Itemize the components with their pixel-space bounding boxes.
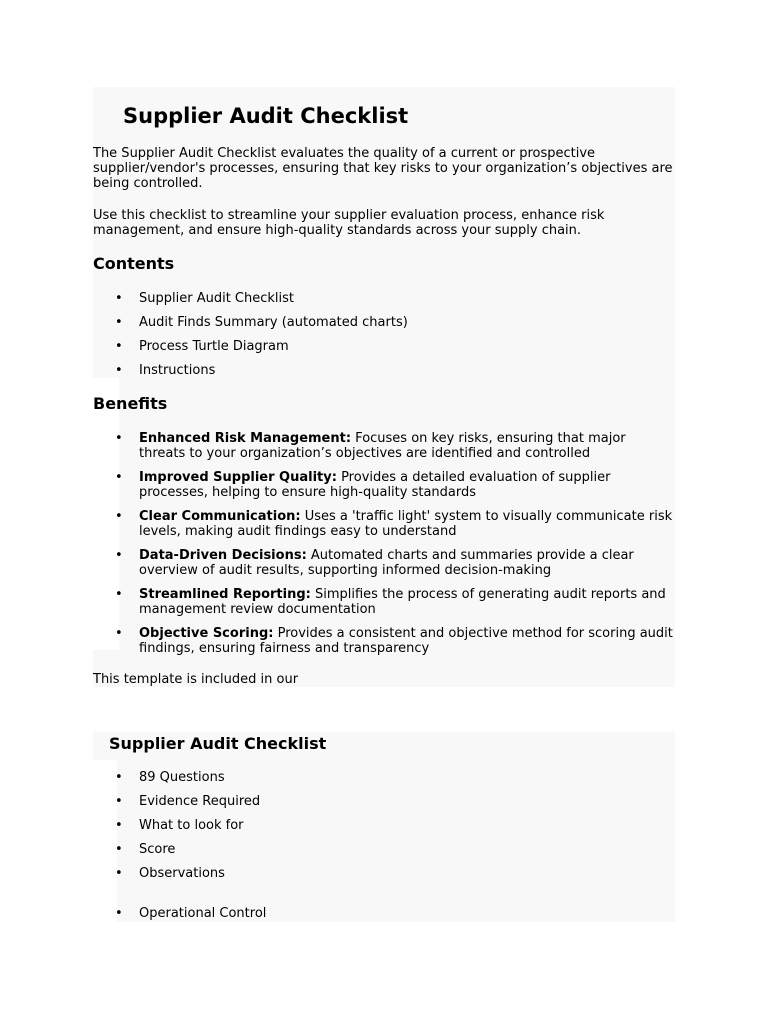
checklist-features-list [93, 770, 675, 930]
benefit-term: Clear Communication: [139, 509, 301, 524]
benefit-item [93, 587, 675, 617]
checklist-heading: Supplier Audit Checklist [109, 734, 327, 753]
list-item: • 89 Questions [93, 770, 675, 794]
benefit-text: Focuses on key risks, ensuring that major threats to your organization’s objectives are identified and controlled [139, 431, 626, 461]
contents-list [93, 291, 675, 387]
benefit-text: Automated charts and summaries provide a clear overview of audit results, supporting informed decision-making [139, 548, 634, 578]
benefit-term: Streamlined Reporting: [139, 587, 311, 602]
benefit-item [93, 548, 675, 578]
benefits-list [93, 431, 675, 665]
benefit-item [93, 626, 675, 656]
list-item: • Process Turtle Diagram [93, 339, 675, 363]
benefit-term: Data-Driven Decisions: [139, 548, 307, 563]
list-item: • Evidence Required [93, 794, 675, 818]
benefit-term: Objective Scoring: [139, 626, 274, 641]
list-item: • Supplier Audit Checklist [93, 291, 675, 315]
benefit-item [93, 470, 675, 500]
list-item: • Audit Finds Summary (automated charts) [93, 315, 675, 339]
list-item: • Score [93, 842, 675, 866]
benefit-text: Uses a 'traffic light' system to visually communicate risk levels, making audit findings easy to understand [139, 509, 673, 539]
included-text: This template is included in our [93, 672, 299, 687]
intro-paragraph: The Supplier Audit Checklist evaluates the quality of a current or prospective supplier/vendor's processes, ensuring that key risks to your organization’s objectives are being controlled. [93, 146, 673, 191]
contents-heading: Contents [93, 254, 175, 273]
list-item: • What to look for [93, 818, 675, 842]
benefit-text: Provides a consistent and objective method for scoring audit findings, ensuring fairness and transparency [139, 626, 673, 656]
usage-paragraph: Use this checklist to streamline your supplier evaluation process, enhance risk management, and ensure high-quality standards across your supply chain. [93, 208, 605, 238]
benefit-item [93, 509, 675, 539]
page-title: Supplier Audit Checklist [123, 104, 409, 128]
list-item: • Instructions [93, 363, 675, 387]
list-item: • Operational Control [93, 906, 675, 930]
benefits-heading: Benefits [93, 394, 168, 413]
benefit-term: Improved Supplier Quality: [139, 470, 337, 485]
benefit-text: Provides a detailed evaluation of supplier processes, helping to ensure high-quality standards [139, 470, 611, 500]
benefit-item [93, 431, 675, 461]
list-item: • Observations [93, 866, 675, 890]
benefit-term: Enhanced Risk Management: [139, 431, 352, 446]
benefit-text: Simplifies the process of generating audit reports and management review documentation [139, 587, 666, 617]
